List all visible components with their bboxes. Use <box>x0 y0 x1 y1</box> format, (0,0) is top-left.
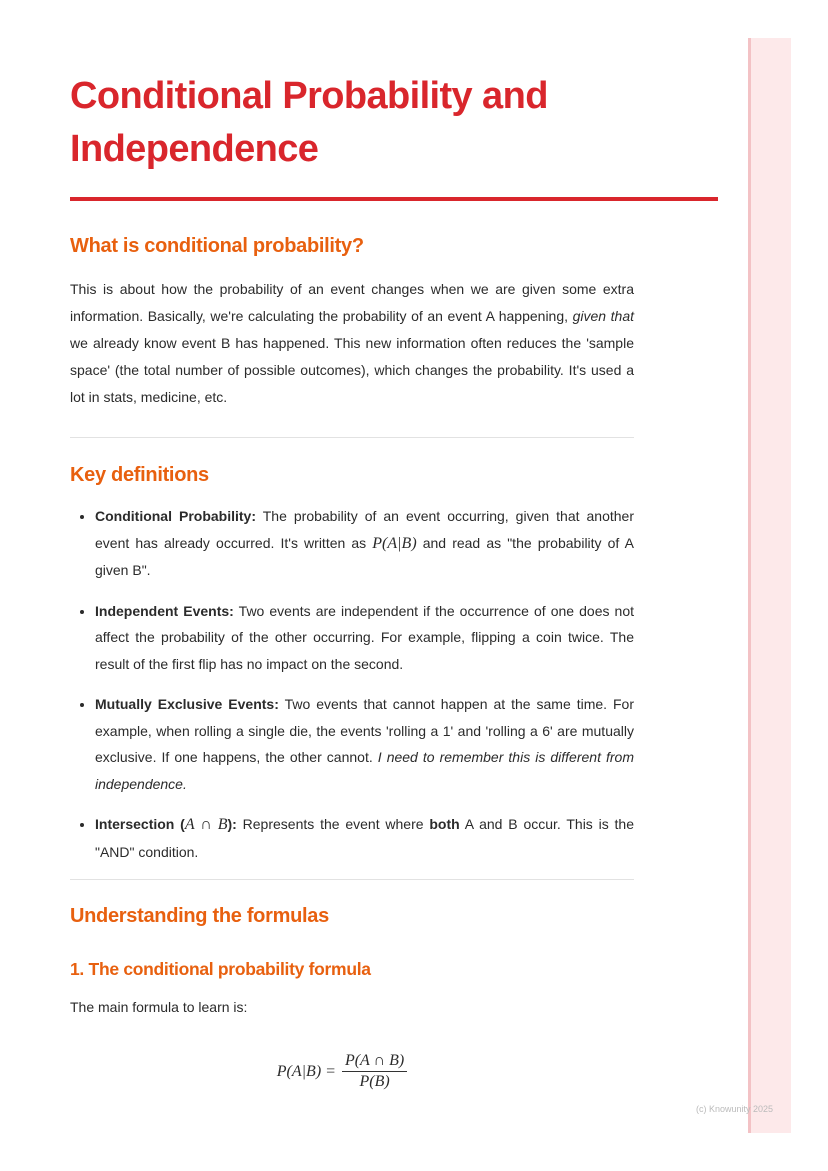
numerator: P(A ∩ B) <box>342 1051 407 1072</box>
math: A ∩ B <box>184 816 228 833</box>
text: This is about how the probability of an event changes when we are given some extra information. Basically, we're calculating the probability of an event A happening, <box>70 281 634 324</box>
document-page <box>70 70 634 1092</box>
term: Independent Events: <box>95 602 234 619</box>
note: I need to remember this is different from independence. <box>95 749 634 792</box>
copyright-footer: (c) Knowunity 2025 <box>696 1104 774 1114</box>
list-item <box>95 811 634 865</box>
formula-intro: The main formula to learn is: <box>70 999 248 1015</box>
text: A and B occur. This is the "AND" condition. <box>95 816 635 860</box>
term <box>95 816 237 832</box>
section-heading-definitions: Key definitions <box>70 464 209 486</box>
title-rule <box>70 197 718 201</box>
denominator: P(B) <box>359 1073 390 1090</box>
text: and read as "the probability of A given B". <box>95 534 634 578</box>
section-heading-formulas: Understanding the formulas <box>70 905 329 927</box>
text: Intersection ( <box>95 816 185 832</box>
intro-paragraph <box>70 276 634 411</box>
subheading-conditional-formula: 1. The conditional probability formula <box>70 959 371 979</box>
divider <box>70 879 634 880</box>
math: P(A|B) <box>372 534 417 552</box>
conditional-probability-formula <box>50 1051 634 1092</box>
list-item <box>95 503 634 584</box>
text: Two events that cannot happen at the same time. For example, when rolling a single die, the events 'rolling a 1' and 'rolling a 6' are mutually exclusive. If one happens, the other cannot. <box>95 696 634 765</box>
term: Conditional Probability: <box>95 508 256 524</box>
formula-lhs: P(A|B) = <box>276 1062 336 1080</box>
term: Mutually Exclusive Events: <box>95 696 279 712</box>
list-item <box>95 691 634 797</box>
text: Two events are independent if the occurrence of one does not affect the probability of the other occurring. For example, flipping a coin twice. The result of the first flip has no impact on the second. <box>95 602 635 672</box>
side-margin-band <box>748 38 791 1133</box>
text: The probability of an event occurring, given that another event has already occurred. It's written as <box>95 508 634 551</box>
divider <box>70 437 634 438</box>
emphasis: both <box>429 816 460 832</box>
text: we already know event B has happened. This new information often reduces the 'sample space' (the total number of possible outcomes), which changes the probability. It's used a lot in stats, medicine, etc. <box>70 335 634 405</box>
emphasis: given that <box>572 308 634 324</box>
text: Represents the event where <box>236 816 430 832</box>
list-item <box>95 598 634 678</box>
text: ): <box>227 816 237 832</box>
page-title: Conditional Probability and Independence <box>70 75 548 170</box>
section-heading-what: What is conditional probability? <box>70 235 364 257</box>
definitions-list <box>70 503 634 865</box>
fraction <box>342 1051 407 1092</box>
